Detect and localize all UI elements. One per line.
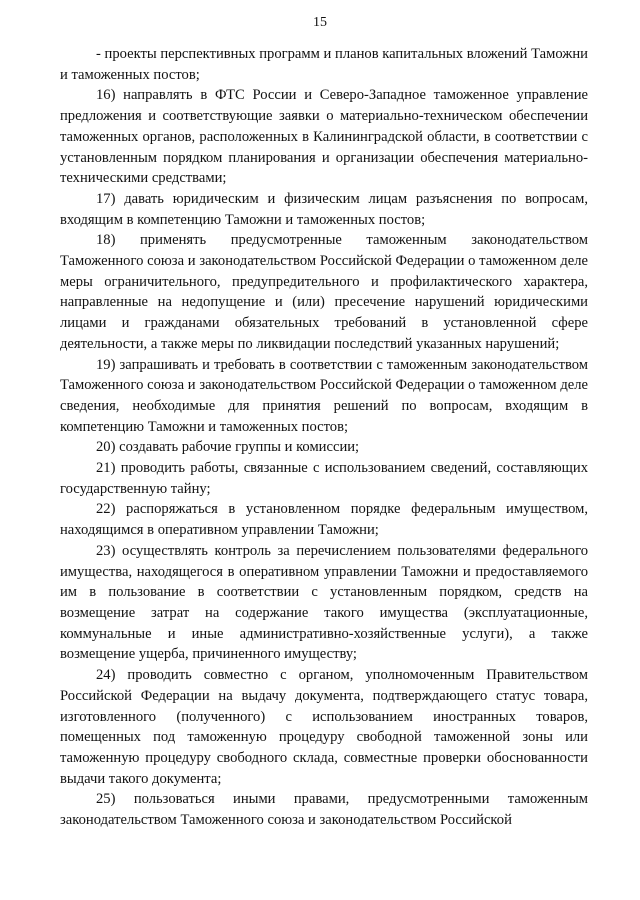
paragraph-item-24: 24) проводить совместно с органом, уполномоченным Правительством Российской Федерации на выдачу документа, подтверждающего статус товара, изготовленного (полученного) с использованием иностранных товаров, помещенных под таможенную процедуру свободной таможенной зоны или таможенную процедуру свободного склада, совместные проверки обоснованности выдачи такого документа; [60, 667, 588, 787]
paragraph-item-21: 21) проводить работы, связанные с использованием сведений, составляющих государственную тайну; [60, 460, 588, 497]
page-number: 15 [313, 15, 327, 30]
document-body [60, 44, 588, 831]
paragraph-item-22: 22) распоряжаться в установленном порядке федеральным имуществом, находящимся в оперативном управлении Таможни; [60, 501, 588, 539]
paragraph-item-25: 25) пользоваться иными правами, предусмотренными таможенным законодательством Таможенного союза и законодательством Российской [60, 791, 588, 829]
paragraph-item-20: 20) создавать рабочие группы и комиссии; [96, 439, 360, 456]
paragraph-item-18: 18) применять предусмотренные таможенным законодательством Таможенного союза и законодательством Российской Федерации о таможенном деле меры ограничительного, предупредительного и профилактического характера, направленные на недопущение и (или) пресечение нарушений юридическими лицами и гражданами обязательных требований в установленной сфере деятельности, а также меры по ликвидации последствий указанных нарушений; [60, 232, 588, 352]
paragraph-item-23: 23) осуществлять контроль за перечислением пользователями федерального имущества, находящегося в оперативном управлении Таможни и предоставляемого им в пользование в соответствии с установленным порядком, средств на возмещение затрат на содержание такого имущества (эксплуатационные, коммунальные и иные административно-хозяйственные услуги), а также возмещение ущерба, причиненного имуществу; [60, 542, 588, 663]
paragraph-projects: - проекты перспективных программ и планов капитальных вложений Таможни и таможенных постов; [60, 46, 588, 83]
paragraph-item-19: 19) запрашивать и требовать в соответствии с таможенным законодательством Таможенного союза и законодательством Российской Федерации о таможенном деле сведения, необходимые для принятия решений по вопросам, входящим в компетенцию Таможни и таможенных постов; [60, 356, 588, 435]
paragraph-item-16: 16) направлять в ФТС России и Северо-Западное таможенное управление предложения и соответствующие заявки о материально-техническом обеспечении таможенных органов, расположенных в Калининградской области, в соответствии с установленным порядком планирования и организации обеспечения материально-техническими средствами; [60, 87, 588, 187]
paragraph-item-17: 17) давать юридическим и физическим лицам разъяснения по вопросам, входящим в компетенцию Таможни и таможенных постов; [60, 190, 588, 228]
